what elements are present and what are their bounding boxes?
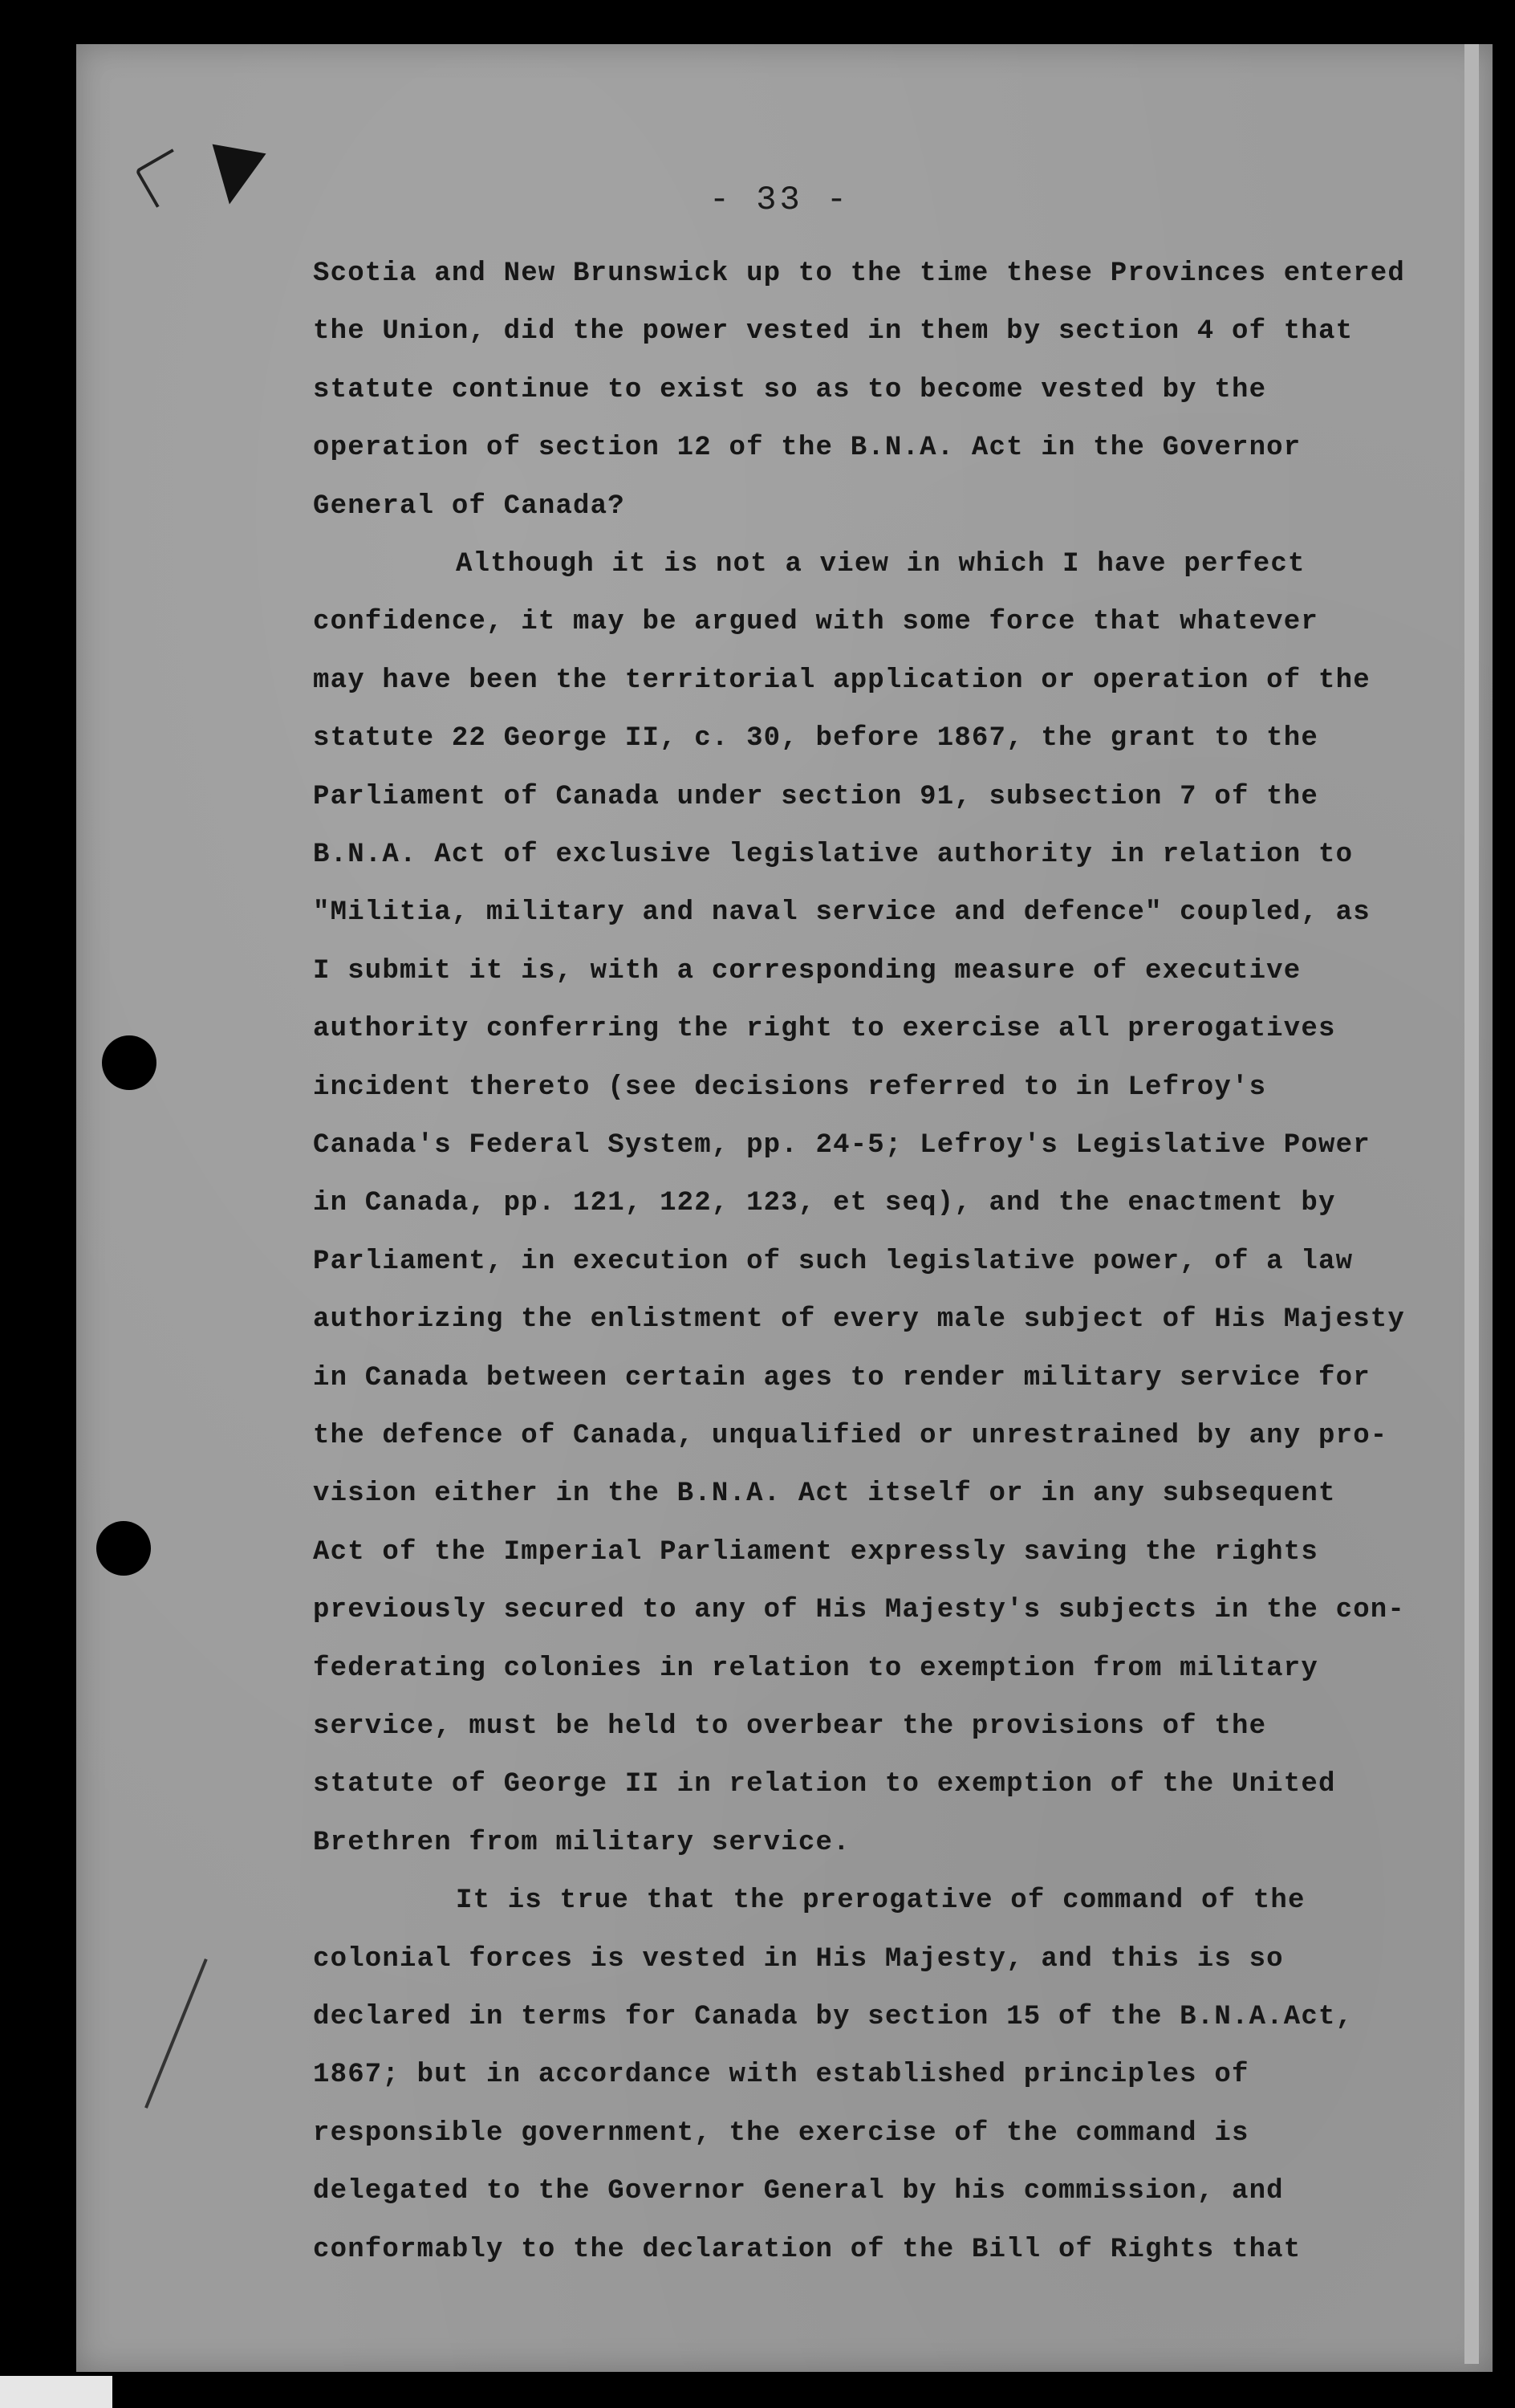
text-line: Canada's Federal System, pp. 24-5; Lefroy's Legislative Power [313,1130,1371,1161]
text-line: B.N.A. Act of exclusive legislative authority in relation to [313,840,1354,870]
punch-hole [102,1035,156,1090]
text-line: the defence of Canada, unqualified or unrestrained by any pro- [313,1421,1388,1451]
text-line: authority conferring the right to exercise all prerogatives [313,1014,1336,1045]
text-line: incident thereto (see decisions referred to in Lefroy's [313,1072,1267,1103]
text-line: federating colonies in relation to exemption from military [313,1653,1318,1684]
text-line: 1867; but in accordance with established principles of [313,2060,1249,2091]
text-line: colonial forces is vested in His Majesty, and this is so [313,1943,1284,1975]
text-line: I submit it is, with a corresponding measure of executive [313,955,1302,986]
text-line: operation of section 12 of the B.N.A. Act in the Governor [313,433,1302,464]
text-line: authorizing the enlistment of every male subject of His Majesty [313,1304,1406,1336]
text-line: General of Canada? [313,490,625,522]
text-line: Brethren from military service. [313,1827,851,1858]
punch-hole [96,1521,151,1576]
text-line: It is true that the prerogative of command of the [456,1885,1306,1917]
text-line: may have been the territorial application or operation of the [313,665,1371,696]
page-edge [1464,44,1479,2364]
text-line: Scotia and New Brunswick up to the time these Provinces entered [313,258,1406,289]
scan-stub [0,2376,112,2408]
text-line: Although it is not a view in which I have perfect [456,549,1306,580]
text-line: declared in terms for Canada by section 15 of the B.N.A.Act, [313,2002,1354,2032]
text-line: service, must be held to overbear the provisions of the [313,1711,1267,1742]
text-line: vision either in the B.N.A. Act itself or in any subsequent [313,1479,1336,1510]
text-line: in Canada, pp. 121, 122, 123, et seq), and the enactment by [313,1188,1336,1219]
page-number: - 33 - [709,181,851,219]
text-line: Parliament, in execution of such legislative power, of a law [313,1246,1354,1277]
text-line: statute continue to exist so as to become vested by the [313,374,1267,405]
text-line: Act of the Imperial Parliament expressly saving the rights [313,1536,1318,1568]
text-line: conformably to the declaration of the Bill of Rights that [313,2234,1302,2265]
text-line: in Canada between certain ages to render military service for [313,1362,1371,1393]
text-line: statute of George II in relation to exemption of the United [313,1769,1336,1800]
text-line: Parliament of Canada under section 91, subsection 7 of the [313,781,1318,812]
text-line: the Union, did the power vested in them by section 4 of that [313,316,1354,348]
text-line: delegated to the Governor General by his commission, and [313,2176,1284,2207]
text-line: "Militia, military and naval service and defence" coupled, as [313,897,1371,929]
text-line: previously secured to any of His Majesty's subjects in the con- [313,1595,1406,1626]
text-line: statute 22 George II, c. 30, before 1867, the grant to the [313,723,1318,755]
text-line: responsible government, the exercise of the command is [313,2117,1249,2149]
text-line: confidence, it may be argued with some force that whatever [313,607,1318,638]
